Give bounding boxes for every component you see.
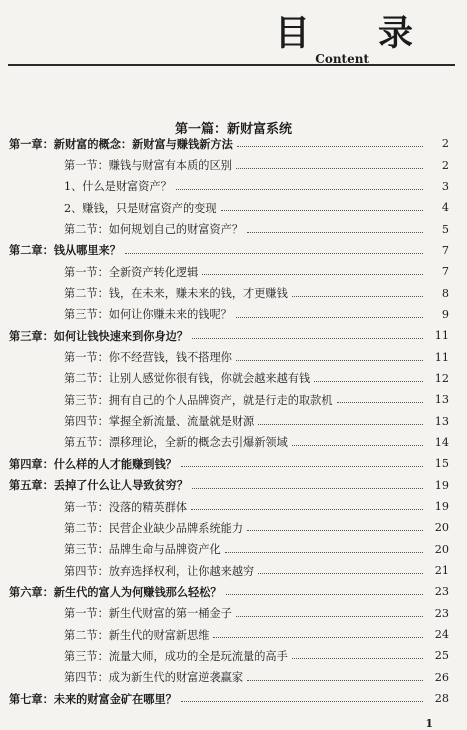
toc-entry-page: 21 [434,564,449,578]
toc-entry-page: 2 [441,158,449,172]
dot-leader [192,488,423,489]
part-title: 第一篇：新财富系统 [174,122,292,137]
toc-section-entry[interactable] [0,261,467,282]
toc-section-entry[interactable] [0,667,467,688]
toc-section-entry[interactable] [0,368,467,389]
toc-section-entry[interactable] [0,176,467,197]
toc-section-entry[interactable] [0,410,467,431]
dot-leader [292,296,423,297]
toc-entry-page: 11 [434,350,449,364]
toc-entry-label: 2、赚钱，只是财富资产的变现 [64,201,217,215]
dot-leader [236,360,423,361]
page-title: 目 录 [274,14,441,54]
toc-entry-label: 第三节：流量大师，成功的全是玩流量的高手 [64,649,288,663]
dot-leader [181,701,423,702]
dot-leader [221,210,423,211]
toc-entry-label: 第四章：什么样的人才能赚到钱？ [9,457,177,471]
toc-chapter-entry[interactable] [0,240,467,261]
toc-entry-label: 第三节：拥有自己的个人品牌资产，就是行走的取款机 [64,393,333,407]
dot-leader [225,552,423,553]
dot-leader [191,509,423,510]
toc-entry-label: 第七章：未来的财富金矿在哪里？ [9,692,177,706]
toc-entry-label: 第一节：赚钱与财富有本质的区别 [64,159,232,173]
toc-entry-label: 第四节：成为新生代的财富逆袭赢家 [64,671,244,685]
toc-entry-page: 24 [434,628,449,642]
toc-entry-page: 15 [434,457,449,471]
toc-section-entry[interactable] [0,389,467,410]
toc-entry-label: 第二节：新生代的财富新思维 [64,628,210,642]
toc-entry-page: 3 [441,179,449,193]
toc-chapter-entry[interactable] [0,475,467,496]
toc-entry-label: 第一节：全新资产转化逻辑 [64,265,199,279]
toc-section-entry[interactable] [0,346,467,367]
toc-section-entry[interactable] [0,282,467,303]
toc-entry-label: 第二节：钱，在未来，赚未来的钱，才更赚钱 [64,287,288,301]
dot-leader [337,402,423,403]
toc-entry-label: 第三节：如何让你赚未来的钱呢？ [64,308,232,322]
toc-section-entry[interactable] [0,154,467,175]
toc-section-entry[interactable] [0,304,467,325]
toc-entry-label: 第一节：新生代财富的第一桶金子 [64,607,232,621]
toc-chapter-entry[interactable] [0,581,467,602]
dot-leader [176,189,423,190]
toc-entry-page: 23 [434,585,449,599]
toc-entry-label: 第一章：新财富的概念：新财富与赚钱新方法 [9,137,233,151]
toc-section-entry[interactable] [0,603,467,624]
dot-leader [237,146,423,147]
toc-entry-label: 第四节：放弃选择权利，让你越来越穷 [64,564,255,578]
toc-section-entry[interactable] [0,496,467,517]
dot-leader [236,168,423,169]
toc-entry-label: 第二章：钱从哪里来？ [9,244,121,258]
dot-leader [236,616,423,617]
toc-section-entry[interactable] [0,517,467,538]
toc-entry-page: 7 [441,265,449,279]
dot-leader [125,253,423,254]
toc-entry-page: 25 [434,649,449,663]
toc-entry-label: 第三章：如何让钱快速来到你身边？ [9,329,189,343]
page-subtitle: Content [315,52,369,66]
toc-section-entry[interactable] [0,560,467,581]
dot-leader [192,338,423,339]
toc-entry-label: 1、什么是财富资产？ [64,180,172,194]
title-divider [8,64,455,66]
dot-leader [236,317,423,318]
toc-entry-page: 8 [441,286,449,300]
toc-entry-label: 第五节：漂移理论，全新的概念去引爆新领域 [64,436,288,450]
dot-leader [292,658,423,659]
toc-entry-label: 第二节：如何规划自己的财富资产？ [64,223,244,237]
table-of-contents [0,133,467,709]
toc-entry-page: 19 [434,478,449,492]
toc-entry-label: 第四节：掌握全新流量、流量就是财源 [64,415,255,429]
toc-section-entry[interactable] [0,218,467,239]
dot-leader [247,232,423,233]
toc-entry-page: 2 [441,137,449,151]
toc-chapter-entry[interactable] [0,133,467,154]
dot-leader [226,594,423,595]
toc-entry-label: 第六章：新生代的富人为何赚钱那么轻松？ [9,585,222,599]
toc-entry-page: 4 [441,201,449,215]
toc-entry-page: 19 [434,500,449,514]
dot-leader [213,637,423,638]
dot-leader [314,381,423,382]
toc-chapter-entry[interactable] [0,325,467,346]
toc-entry-page: 26 [434,670,449,684]
toc-entry-page: 5 [441,222,449,236]
toc-entry-label: 第五章：丢掉了什么让人导致贫穷？ [9,479,189,493]
dot-leader [258,424,423,425]
toc-entry-page: 13 [434,414,449,428]
toc-entry-page: 28 [434,692,449,706]
toc-section-entry[interactable] [0,197,467,218]
toc-section-entry[interactable] [0,432,467,453]
toc-entry-page: 11 [434,329,449,343]
toc-entry-page: 23 [434,606,449,620]
toc-entry-label: 第二节：民营企业缺少品牌系统能力 [64,521,244,535]
dot-leader [247,530,423,531]
toc-entry-page: 13 [434,393,449,407]
toc-chapter-entry[interactable] [0,453,467,474]
toc-entry-page: 14 [434,435,449,449]
page-number: 1 [425,717,433,730]
toc-entry-page: 20 [434,542,449,556]
toc-chapter-entry[interactable] [0,688,467,709]
dot-leader [202,274,423,275]
toc-section-entry[interactable] [0,539,467,560]
dot-leader [292,445,423,446]
toc-entry-page: 7 [441,243,449,257]
toc-section-entry[interactable] [0,624,467,645]
toc-entry-label: 第三节：品牌生命与品牌资产化 [64,543,221,557]
toc-entry-label: 第一节：你不经营钱，钱不搭理你 [64,351,232,365]
toc-entry-label: 第一节：没落的精英群体 [64,500,188,514]
dot-leader [181,466,423,467]
dot-leader [258,573,423,574]
toc-entry-label: 第二节：让别人感觉你很有钱，你就会越来越有钱 [64,372,311,386]
toc-entry-page: 20 [434,521,449,535]
dot-leader [247,680,423,681]
toc-entry-page: 12 [434,371,449,385]
toc-entry-page: 9 [441,307,449,321]
toc-section-entry[interactable] [0,645,467,666]
